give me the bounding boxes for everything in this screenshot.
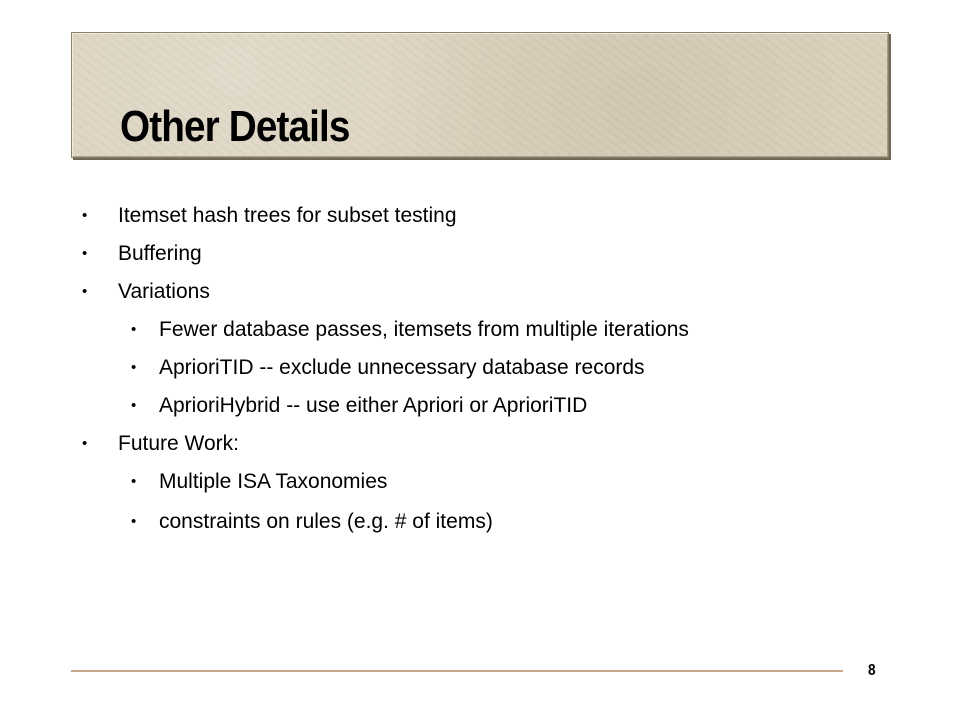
sub-bullet-text: constraints on rules (e.g. # of items) (159, 510, 493, 533)
bullet-dot: • (131, 513, 137, 530)
bullet-dot: • (82, 245, 88, 262)
sub-bullet-item (131, 318, 689, 342)
bullet-dot: • (82, 207, 88, 224)
sub-bullet-item (131, 470, 388, 494)
bullet-text: Future Work: (118, 432, 239, 455)
bullet-dot: • (131, 321, 137, 338)
sub-bullet-text: AprioriHybrid -- use either Apriori or AprioriTID (159, 394, 588, 417)
sub-bullet-text: Multiple ISA Taxonomies (159, 470, 388, 493)
bullet-dot: • (82, 435, 88, 452)
bullet-item (82, 432, 239, 456)
bullet-item (82, 204, 457, 228)
sub-bullet-item (131, 510, 493, 534)
bullet-dot: • (82, 283, 88, 300)
page-number: 8 (868, 662, 876, 679)
bullet-item (82, 242, 202, 266)
bullet-dot: • (131, 359, 137, 376)
sub-bullet-text: Fewer database passes, itemsets from multiple iterations (159, 318, 689, 341)
bullet-text: Buffering (118, 242, 202, 265)
bullet-item (82, 280, 210, 304)
bullet-dot: • (131, 397, 137, 414)
bullet-text: Variations (118, 280, 210, 303)
bullet-dot: • (131, 473, 137, 490)
sub-bullet-item (131, 394, 588, 418)
bullet-text: Itemset hash trees for subset testing (118, 204, 457, 227)
sub-bullet-text: AprioriTID -- exclude unnecessary database records (159, 356, 645, 379)
sub-bullet-item (131, 356, 645, 380)
footer-rule (71, 670, 843, 672)
slide-title: Other Details (120, 102, 350, 151)
